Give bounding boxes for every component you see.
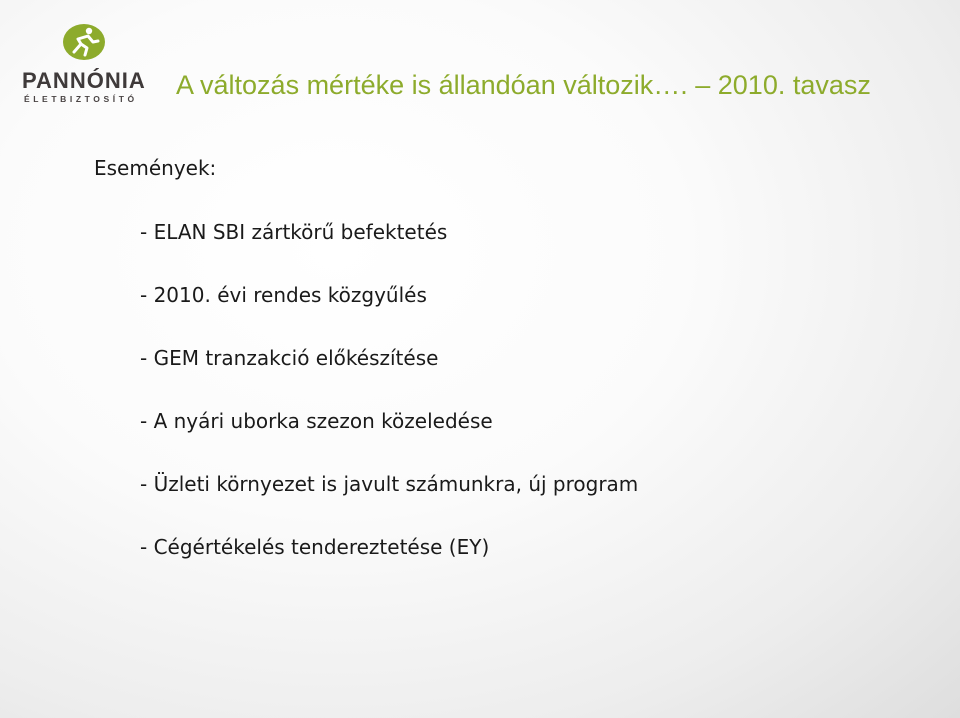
pannonia-logo [22,22,162,106]
list-item: - GEM tranzakció előkészítése [140,346,439,370]
runner-logo-icon [62,22,106,62]
logo-subtitle: ÉLETBIZTOSÍTÓ [24,94,138,104]
list-item: - Üzleti környezet is javult számunkra, új program [140,472,639,496]
events-list [140,220,638,598]
list-item: - ELAN SBI zártkörű befektetés [140,220,448,244]
list-item: - Cégértékelés tendereztetése (EY) [140,535,490,559]
list-item: - A nyári uborka szezon közeledése [140,409,493,433]
slide-title: A változás mértéke is állandóan változik…. – 2010. tavasz [176,70,871,100]
list-item: - 2010. évi rendes közgyűlés [140,283,427,307]
events-heading: Események: [94,156,217,180]
logo-name: PANNÓNIA [22,68,146,93]
